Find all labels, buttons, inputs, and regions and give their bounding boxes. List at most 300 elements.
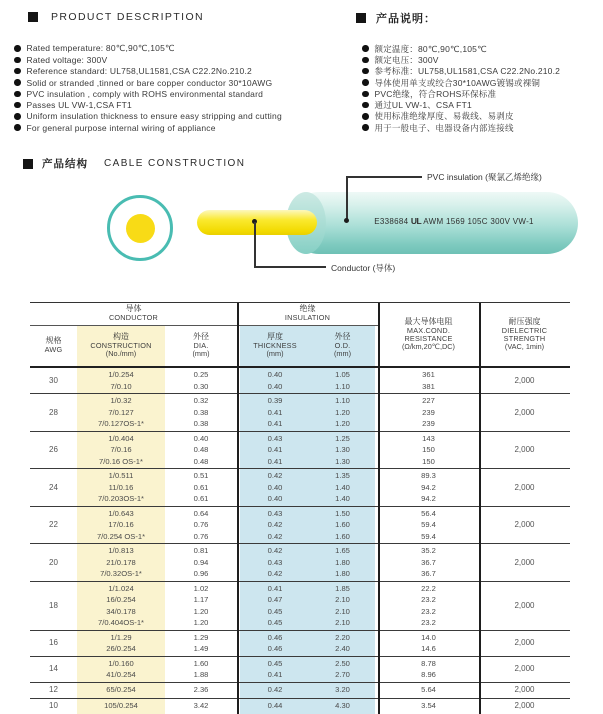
cell-value: 0.42 bbox=[267, 569, 283, 578]
cell-value: 0.38 bbox=[193, 419, 209, 428]
cell-value: 2,000 bbox=[514, 482, 535, 492]
cell-value: 20 bbox=[49, 557, 58, 567]
cell-value: 0.40 bbox=[267, 482, 283, 492]
cell-value: 1/0.160 bbox=[108, 658, 134, 668]
thickness-cell bbox=[237, 432, 310, 469]
cell-value: 0.41 bbox=[267, 670, 283, 679]
cell-value: 1.80 bbox=[335, 557, 350, 567]
construction-cell bbox=[77, 631, 165, 656]
cell-value: 0.43 bbox=[267, 557, 283, 567]
desc-zh-item-0 bbox=[362, 43, 560, 54]
col-label-en: DIELECTRIC bbox=[501, 325, 548, 335]
cell-value: 1.20 bbox=[335, 407, 350, 417]
column-header-thickness bbox=[237, 326, 310, 366]
table-row-awg-22 bbox=[30, 506, 570, 544]
cell-value: 36.7 bbox=[421, 557, 436, 567]
cell-value: 10 bbox=[49, 701, 58, 711]
bullet-text: 额定电压：300V bbox=[374, 54, 439, 65]
group-label-en: INSULATION bbox=[284, 313, 331, 323]
col-label-en: THICKNESS bbox=[253, 341, 297, 351]
awg-cell bbox=[30, 544, 77, 581]
ul-mark-icon: UL bbox=[410, 216, 422, 226]
thickness-cell bbox=[237, 368, 310, 393]
col-label-unit: (Ω/km,20℃,DC) bbox=[402, 342, 455, 352]
od-cell bbox=[310, 544, 378, 581]
dia-cell bbox=[165, 432, 237, 469]
bullet-text: 额定温度：80℃,90℃,105℃ bbox=[374, 43, 487, 54]
cell-value: 0.48 bbox=[193, 456, 209, 466]
cell-value: 0.25 bbox=[193, 370, 209, 379]
cell-value: 0.40 bbox=[267, 370, 283, 379]
round-bullet-icon bbox=[362, 124, 369, 131]
table-body bbox=[30, 368, 570, 714]
square-bullet-icon bbox=[28, 12, 38, 22]
cell-value: 2,000 bbox=[514, 701, 535, 711]
cell-value: 1/0.404 bbox=[108, 433, 134, 443]
table-divider bbox=[237, 303, 239, 714]
cell-value: 1.25 bbox=[335, 433, 350, 443]
cell-value: 1.85 bbox=[335, 583, 350, 593]
column-header-dia bbox=[165, 326, 237, 366]
cell-value: 1.80 bbox=[335, 569, 350, 578]
resistance-cell bbox=[378, 507, 479, 544]
cell-value: 94.2 bbox=[421, 482, 436, 492]
cell-value: 1.60 bbox=[335, 531, 350, 541]
round-bullet-icon bbox=[14, 102, 21, 109]
group-label-zh: 绝缘 bbox=[299, 304, 316, 314]
cable-construction-heading bbox=[23, 156, 245, 171]
col-label-zh: 厚度 bbox=[267, 332, 283, 342]
cell-value: 2,000 bbox=[514, 407, 535, 417]
awg-cell bbox=[30, 469, 77, 506]
awg-cell bbox=[30, 683, 77, 698]
desc-en-item-5 bbox=[14, 99, 282, 110]
cell-value: 0.42 bbox=[267, 471, 283, 480]
round-bullet-icon bbox=[362, 57, 369, 64]
awg-cell bbox=[30, 631, 77, 656]
od-cell bbox=[310, 582, 378, 630]
cell-value: 2,000 bbox=[514, 664, 535, 674]
cell-value: 7/0.16 OS-1* bbox=[99, 456, 143, 466]
cell-value: 1/0.254 bbox=[108, 370, 134, 379]
cell-value: 0.43 bbox=[267, 508, 283, 518]
desc-en-item-4 bbox=[14, 88, 282, 99]
construction-cell bbox=[77, 368, 165, 393]
cell-value: 21/0.178 bbox=[106, 557, 136, 567]
round-bullet-icon bbox=[362, 45, 369, 52]
col-label-unit: (mm) bbox=[266, 349, 284, 359]
square-bullet-icon bbox=[356, 13, 366, 23]
od-cell bbox=[310, 657, 378, 682]
dia-cell bbox=[165, 394, 237, 431]
cell-value: 2.10 bbox=[335, 606, 350, 616]
dia-cell bbox=[165, 544, 237, 581]
cell-value: 0.40 bbox=[193, 433, 209, 443]
strength-cell bbox=[479, 631, 570, 656]
od-cell bbox=[310, 699, 378, 714]
construction-cell bbox=[77, 544, 165, 581]
awg-cell bbox=[30, 582, 77, 630]
dia-cell bbox=[165, 657, 237, 682]
cell-value: 2,000 bbox=[514, 685, 535, 695]
heading-text-zh: 产品结构 bbox=[42, 158, 88, 170]
cell-value: 0.41 bbox=[267, 456, 283, 466]
bullet-text: Uniform insulation thickness to ensure easy stripping and cutting bbox=[26, 111, 282, 122]
conductor-leader-line bbox=[254, 266, 326, 268]
bullet-text: Rated temperature: 80℃,90℃,105℃ bbox=[26, 43, 175, 54]
construction-cell bbox=[77, 469, 165, 506]
cell-value: 0.30 bbox=[193, 381, 209, 391]
cell-value: 18 bbox=[49, 600, 58, 610]
thickness-cell bbox=[237, 507, 310, 544]
strength-cell bbox=[479, 368, 570, 393]
round-bullet-icon bbox=[14, 57, 21, 64]
cell-value: 0.61 bbox=[193, 494, 209, 503]
col-label-en: DIA. bbox=[193, 341, 209, 351]
awg-cell bbox=[30, 699, 77, 714]
cell-value: 227 bbox=[422, 396, 435, 405]
conductor-rod bbox=[197, 210, 317, 235]
round-bullet-icon bbox=[14, 91, 21, 98]
cell-value: 0.96 bbox=[193, 569, 209, 578]
product-description-heading bbox=[28, 11, 204, 23]
cell-value: 239 bbox=[422, 419, 435, 428]
cell-value: 0.42 bbox=[267, 546, 283, 555]
cell-value: 14.6 bbox=[421, 644, 436, 653]
cell-value: 3.42 bbox=[193, 701, 209, 711]
cell-value: 22.2 bbox=[421, 583, 436, 593]
col-label-en: STRENGTH bbox=[503, 333, 546, 343]
cell-value: 0.44 bbox=[267, 701, 283, 711]
od-cell bbox=[310, 507, 378, 544]
cell-value: 0.32 bbox=[193, 396, 209, 405]
cell-value: 0.94 bbox=[193, 557, 209, 567]
cell-value: 8.96 bbox=[421, 670, 436, 679]
col-label-zh: 最大导体电阻 bbox=[404, 316, 453, 326]
construction-cell bbox=[77, 432, 165, 469]
od-cell bbox=[310, 394, 378, 431]
cell-value: 12 bbox=[49, 685, 58, 695]
cell-value: 2,000 bbox=[514, 557, 535, 567]
cell-value: 11/0.16 bbox=[108, 482, 134, 492]
construction-cell bbox=[77, 507, 165, 544]
bullet-text: Solid or stranded ,tinned or bare copper conductor 30*10AWG bbox=[26, 77, 273, 88]
cell-value: 7/0.127 bbox=[108, 407, 134, 417]
print-ul-number: E338684 bbox=[374, 217, 409, 226]
round-bullet-icon bbox=[14, 68, 21, 75]
cable-cross-section bbox=[107, 195, 173, 261]
desc-zh-item-5 bbox=[362, 99, 560, 110]
round-bullet-icon bbox=[14, 79, 21, 86]
thickness-cell bbox=[237, 699, 310, 714]
cell-value: 0.45 bbox=[267, 658, 283, 668]
table-row-awg-10 bbox=[30, 698, 570, 714]
print-spec: AWM 1569 105C 300V VW-1 bbox=[423, 217, 534, 226]
cell-value: 4.30 bbox=[335, 701, 350, 711]
dia-cell bbox=[165, 507, 237, 544]
cell-value: 30 bbox=[49, 375, 58, 385]
product-description-heading-zh bbox=[356, 10, 436, 26]
cell-value: 2.50 bbox=[335, 658, 350, 668]
cell-value: 1/0.511 bbox=[108, 471, 134, 480]
cell-value: 16 bbox=[49, 638, 58, 648]
bullet-text: 通过UL VW-1、CSA FT1 bbox=[374, 100, 472, 111]
heading-text: PRODUCT DESCRIPTION bbox=[51, 11, 204, 23]
resistance-cell bbox=[378, 683, 479, 698]
group-label-zh: 导体 bbox=[125, 304, 142, 314]
cell-value: 3.54 bbox=[421, 701, 436, 711]
cell-value: 1.20 bbox=[335, 419, 350, 428]
cell-value: 34/0.178 bbox=[106, 606, 136, 616]
col-label-en: AWG bbox=[44, 345, 63, 355]
construction-cell bbox=[77, 699, 165, 714]
desc-en-item-2 bbox=[14, 66, 282, 77]
cell-value: 17/0.16 bbox=[108, 520, 134, 529]
cell-value: 0.45 bbox=[267, 618, 283, 627]
dia-cell bbox=[165, 469, 237, 506]
cell-value: 0.38 bbox=[193, 407, 209, 417]
cell-value: 56.4 bbox=[421, 508, 436, 518]
round-bullet-icon bbox=[362, 68, 369, 75]
thickness-cell bbox=[237, 544, 310, 581]
cell-value: 1.10 bbox=[335, 396, 350, 405]
table-row-awg-26 bbox=[30, 431, 570, 469]
desc-zh-item-2 bbox=[362, 66, 560, 77]
cell-value: 28 bbox=[49, 407, 58, 417]
cell-value: 2.10 bbox=[335, 618, 350, 627]
bullet-text: 导体使用单支或绞合30*10AWG镀锡或裸铜 bbox=[374, 77, 541, 88]
cell-value: 5.64 bbox=[421, 685, 436, 695]
cell-value: 26/0.254 bbox=[106, 644, 136, 653]
pvc-leader-line bbox=[347, 176, 422, 178]
col-label-unit: (mm) bbox=[333, 349, 352, 359]
round-bullet-icon bbox=[14, 45, 21, 52]
od-cell bbox=[310, 631, 378, 656]
table-row-awg-16 bbox=[30, 630, 570, 656]
bullet-text: Reference standard: UL758,UL1581,CSA C22.2No.210.2 bbox=[26, 66, 252, 77]
desc-en-item-1 bbox=[14, 54, 282, 65]
cell-value: 1.17 bbox=[193, 595, 209, 604]
round-bullet-icon bbox=[362, 113, 369, 120]
cell-value: 1/0.813 bbox=[108, 546, 134, 555]
cell-value: 1.40 bbox=[335, 494, 350, 503]
resistance-cell bbox=[378, 544, 479, 581]
cell-value: 1.20 bbox=[193, 618, 209, 627]
table-row-awg-24 bbox=[30, 468, 570, 506]
product-description-list-zh bbox=[362, 43, 560, 133]
construction-cell bbox=[77, 582, 165, 630]
cell-value: 1/0.32 bbox=[110, 396, 132, 405]
cell-value: 2,000 bbox=[514, 445, 535, 454]
pvc-leader-dot bbox=[344, 218, 349, 223]
awg-cell bbox=[30, 507, 77, 544]
cell-value: 0.42 bbox=[267, 531, 283, 541]
strength-cell bbox=[479, 544, 570, 581]
cell-value: 0.46 bbox=[267, 632, 283, 642]
desc-en-item-3 bbox=[14, 77, 282, 88]
cell-value: 1.40 bbox=[335, 482, 350, 492]
strength-cell bbox=[479, 683, 570, 698]
od-cell bbox=[310, 368, 378, 393]
table-row-awg-12 bbox=[30, 682, 570, 698]
bullet-text: 用于一般电子、电器设备内部连接线 bbox=[374, 122, 514, 133]
cell-value: 1.50 bbox=[335, 508, 350, 518]
desc-zh-item-7 bbox=[362, 122, 560, 133]
cell-value: 2,000 bbox=[514, 638, 535, 648]
dia-cell bbox=[165, 683, 237, 698]
thickness-cell bbox=[237, 582, 310, 630]
cell-value: 0.61 bbox=[193, 482, 209, 492]
desc-en-item-7 bbox=[14, 122, 282, 133]
resistance-cell bbox=[378, 368, 479, 393]
cell-value: 23.2 bbox=[421, 618, 436, 627]
construction-cell bbox=[77, 657, 165, 682]
cell-value: 1.10 bbox=[335, 381, 350, 391]
heading-text-en: CABLE CONSTRUCTION bbox=[104, 158, 246, 169]
col-label-zh: 外径 bbox=[193, 332, 209, 342]
strength-cell bbox=[479, 657, 570, 682]
dia-cell bbox=[165, 368, 237, 393]
column-header-construction bbox=[77, 326, 165, 366]
cell-value: 14.0 bbox=[421, 632, 436, 642]
cell-value: 2.40 bbox=[335, 644, 350, 653]
dia-cell bbox=[165, 582, 237, 630]
strength-cell bbox=[479, 469, 570, 506]
round-bullet-icon bbox=[362, 91, 369, 98]
cell-value: 1.29 bbox=[193, 632, 209, 642]
cell-value: 381 bbox=[422, 381, 435, 391]
cell-value: 0.51 bbox=[193, 471, 209, 480]
cell-value: 41/0.254 bbox=[106, 670, 136, 679]
pvc-insulation-label: PVC insulation (聚氯乙烯绝缘) bbox=[427, 172, 542, 182]
cell-value: 7/0.16 bbox=[110, 445, 132, 454]
cell-value: 0.41 bbox=[267, 583, 283, 593]
square-bullet-icon bbox=[23, 159, 33, 169]
cell-value: 1.60 bbox=[335, 520, 350, 529]
cell-value: 7/0.10 bbox=[110, 381, 132, 391]
cell-value: 59.4 bbox=[421, 520, 436, 529]
thickness-cell bbox=[237, 657, 310, 682]
column-header-strength bbox=[479, 303, 570, 366]
cell-value: 0.42 bbox=[267, 520, 283, 529]
conductor-core-icon bbox=[126, 214, 155, 243]
cell-value: 0.41 bbox=[267, 419, 283, 428]
cable-print-marking bbox=[330, 216, 578, 226]
cell-value: 1.35 bbox=[335, 471, 350, 480]
cell-value: 0.41 bbox=[267, 407, 283, 417]
cell-value: 35.2 bbox=[421, 546, 436, 555]
cell-value: 7/0.404OS-1* bbox=[97, 618, 144, 627]
cell-value: 150 bbox=[422, 445, 435, 454]
col-label-unit: (No./mm) bbox=[105, 349, 137, 359]
bullet-text: 参考标准：UL758,UL1581,CSA C22.2No.210.2 bbox=[374, 66, 561, 77]
desc-en-item-6 bbox=[14, 111, 282, 122]
table-divider bbox=[378, 303, 380, 714]
cell-value: 2.36 bbox=[193, 685, 209, 695]
cell-value: 89.3 bbox=[421, 471, 436, 480]
cell-value: 8.78 bbox=[421, 658, 436, 668]
cell-value: 0.64 bbox=[193, 508, 209, 518]
bullet-text: 使用标准绝缘厚度、易裁线、易剥皮 bbox=[374, 111, 514, 122]
table-divider bbox=[479, 303, 481, 714]
cell-value: 0.40 bbox=[267, 494, 283, 503]
table-row-awg-20 bbox=[30, 543, 570, 581]
bullet-text: PVC insulation , comply with ROHS environmental standard bbox=[26, 88, 264, 99]
thickness-cell bbox=[237, 683, 310, 698]
table-row-awg-28 bbox=[30, 393, 570, 431]
cell-value: 1.88 bbox=[193, 670, 209, 679]
resistance-cell bbox=[378, 469, 479, 506]
cell-value: 239 bbox=[422, 407, 435, 417]
col-label-zh: 规格 bbox=[45, 336, 62, 346]
cell-value: 0.43 bbox=[267, 433, 283, 443]
cell-value: 150 bbox=[422, 456, 435, 466]
bullet-text: For general purpose internal wiring of appliance bbox=[26, 122, 216, 133]
col-label-zh: 耐压强度 bbox=[508, 316, 541, 326]
cell-value: 1/1.024 bbox=[108, 583, 134, 593]
thickness-cell bbox=[237, 631, 310, 656]
cell-value: 65/0.254 bbox=[106, 685, 136, 695]
resistance-cell bbox=[378, 432, 479, 469]
construction-cell bbox=[77, 683, 165, 698]
od-cell bbox=[310, 432, 378, 469]
dia-cell bbox=[165, 631, 237, 656]
table-header bbox=[30, 303, 570, 368]
thickness-cell bbox=[237, 394, 310, 431]
cell-value: 26 bbox=[49, 445, 58, 454]
strength-cell bbox=[479, 394, 570, 431]
round-bullet-icon bbox=[362, 102, 369, 109]
cell-value: 0.41 bbox=[267, 445, 283, 454]
cell-value: 7/0.254 OS-1* bbox=[96, 531, 146, 541]
col-label-zh: 外径 bbox=[334, 332, 351, 342]
resistance-cell bbox=[378, 631, 479, 656]
desc-zh-item-4 bbox=[362, 88, 560, 99]
desc-zh-item-1 bbox=[362, 54, 560, 65]
bullet-text: Passes UL VW-1,CSA FT1 bbox=[26, 100, 132, 111]
desc-zh-item-3 bbox=[362, 77, 560, 88]
awg-cell bbox=[30, 432, 77, 469]
col-label-en: RESISTANCE bbox=[404, 333, 453, 343]
thickness-cell bbox=[237, 469, 310, 506]
od-cell bbox=[310, 683, 378, 698]
cell-value: 94.2 bbox=[421, 494, 436, 503]
resistance-cell bbox=[378, 582, 479, 630]
group-header-conductor bbox=[30, 303, 237, 326]
resistance-cell bbox=[378, 699, 479, 714]
resistance-cell bbox=[378, 394, 479, 431]
cell-value: 1.60 bbox=[193, 658, 209, 668]
cell-value: 0.76 bbox=[193, 520, 209, 529]
cell-value: 14 bbox=[49, 664, 58, 674]
cell-value: 1.05 bbox=[335, 370, 350, 379]
strength-cell bbox=[479, 432, 570, 469]
strength-cell bbox=[479, 699, 570, 714]
cell-value: 0.48 bbox=[193, 445, 209, 454]
cell-value: 2,000 bbox=[514, 600, 535, 610]
cell-value: 23.2 bbox=[421, 606, 436, 616]
awg-cell bbox=[30, 394, 77, 431]
bullet-text: Rated voltage: 300V bbox=[26, 54, 108, 65]
cell-value: 143 bbox=[422, 433, 435, 443]
cell-value: 2,000 bbox=[514, 375, 535, 385]
table-row-awg-14 bbox=[30, 656, 570, 682]
pvc-leader-line bbox=[346, 176, 348, 220]
column-header-resistance bbox=[378, 303, 479, 366]
col-label-unit: (mm) bbox=[192, 349, 210, 359]
cell-value: 1.30 bbox=[335, 456, 350, 466]
cell-value: 1.02 bbox=[193, 583, 209, 593]
